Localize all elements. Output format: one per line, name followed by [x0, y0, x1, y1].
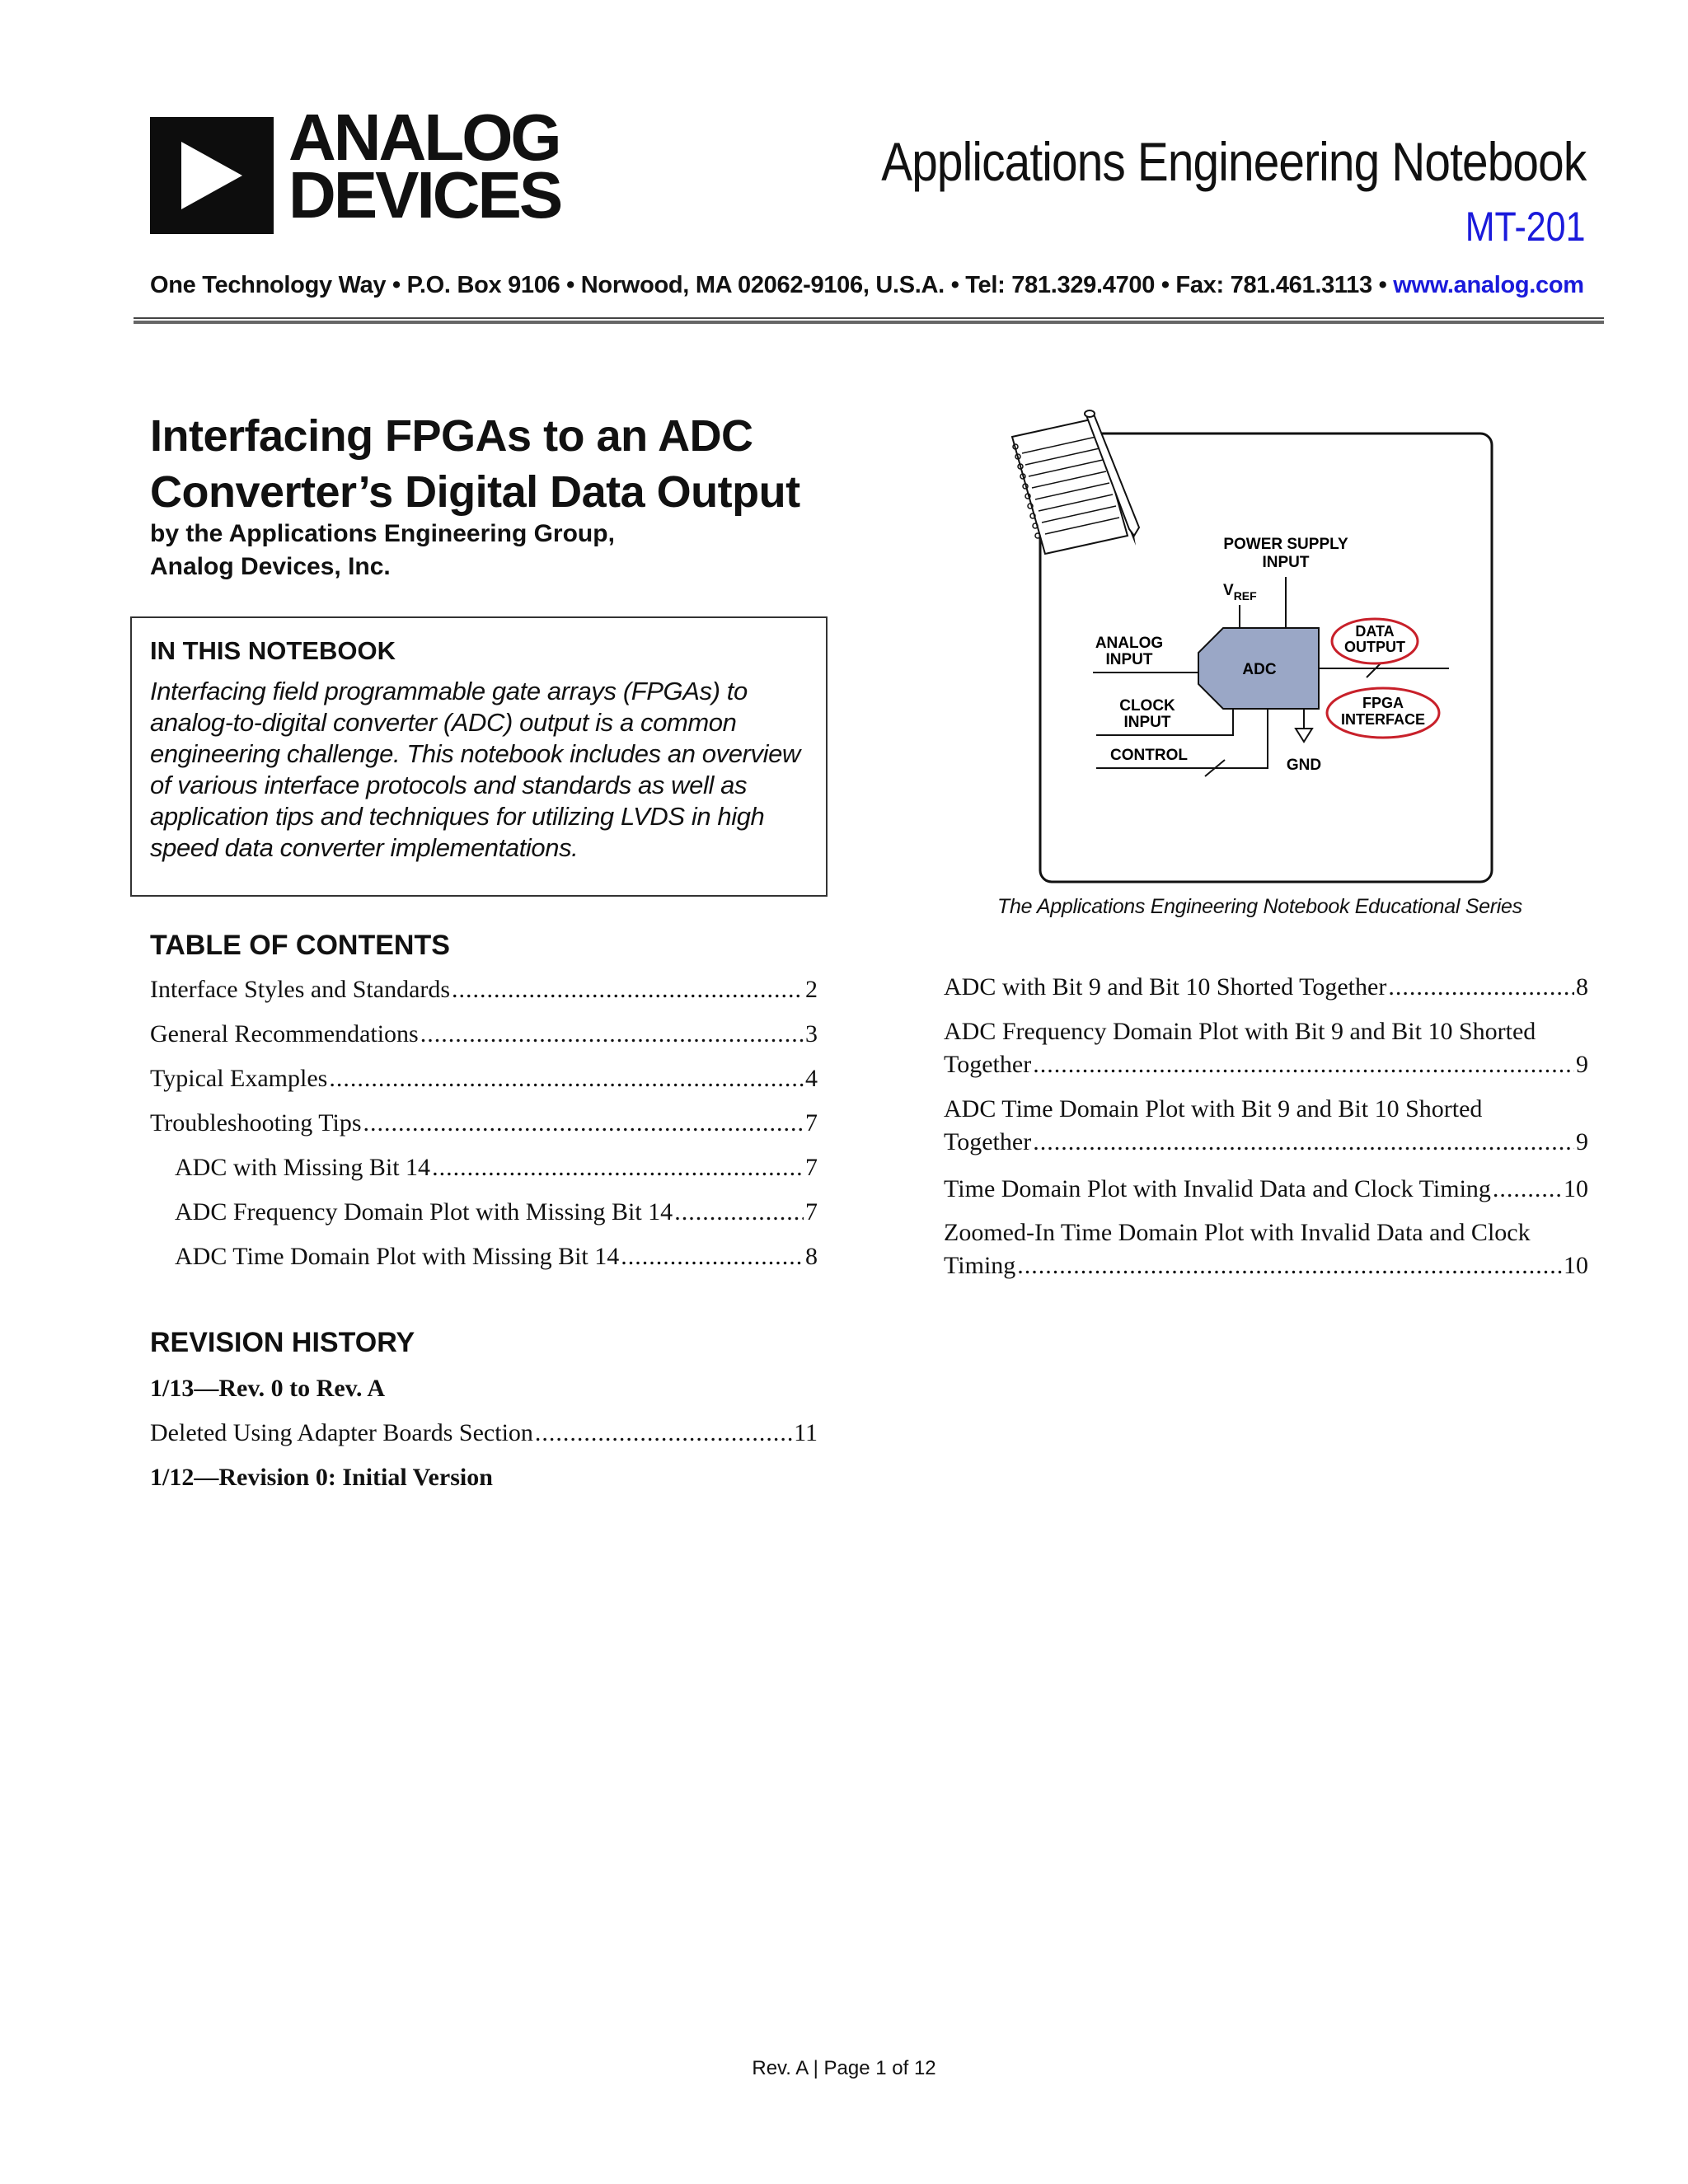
website-link[interactable]: www.analog.com: [1393, 272, 1584, 298]
toc-entry-text: Troubleshooting Tips: [150, 1109, 362, 1137]
clock-input-label: CLOCK: [1119, 697, 1175, 715]
gnd-label: GND: [1286, 757, 1322, 774]
byline: [150, 518, 615, 583]
page-footer: Rev. A | Page 1 of 12: [752, 2057, 936, 2079]
byline-line: Analog Devices, Inc.: [150, 553, 391, 580]
toc-entry-text: Together: [944, 1051, 1032, 1078]
logo-mark: [150, 117, 274, 234]
power-supply-label: POWER SUPPLY: [1223, 536, 1348, 553]
toc-subentry[interactable]: [175, 1243, 818, 1271]
summary-line: speed data converter implementations.: [150, 833, 579, 862]
clock-input-label-2: INPUT: [1123, 714, 1171, 731]
logo-wordmark: [288, 101, 561, 232]
toc-page-number: 10: [1564, 1175, 1588, 1202]
logo-line-devices: DEVICES: [288, 158, 561, 232]
address-text: One Technology Way • P.O. Box 9106 • Norwood, MA 02062-9106, U.S.A. • Tel: 781.329.4700 • Fax: 781.461.3113 •: [150, 272, 1394, 298]
toc-leader: [420, 1020, 804, 1048]
in-this-notebook-heading: IN THIS NOTEBOOK: [150, 636, 396, 665]
toc-entry-text: Timing: [944, 1252, 1016, 1279]
adc-block-diagram: [997, 404, 1508, 890]
toc-leader: [621, 1243, 804, 1271]
toc-entry-continuation: [944, 1249, 1588, 1282]
address-line: [150, 272, 1584, 299]
doc-number: MT-201: [1465, 204, 1586, 250]
toc-page-number: 10: [1564, 1252, 1588, 1279]
article-title-line: Interfacing FPGAs to an ADC: [150, 411, 753, 461]
toc-entry[interactable]: [150, 1109, 818, 1137]
data-output-label: DATA: [1355, 623, 1395, 640]
toc-entry-text: ADC with Missing Bit 14: [175, 1154, 431, 1181]
revision-item[interactable]: [150, 1419, 818, 1447]
power-supply-label-2: INPUT: [1262, 554, 1310, 571]
toc-subentry[interactable]: [944, 973, 1588, 1001]
toc-entry-text: ADC Time Domain Plot with Bit 9 and Bit 10 Shorted: [944, 1095, 1483, 1122]
header-rule: [134, 317, 1604, 319]
toc-leader: [535, 1419, 792, 1447]
adc-label: ADC: [1242, 661, 1277, 678]
analog-input-label-2: INPUT: [1105, 651, 1153, 668]
toc-page-number: 7: [805, 1109, 818, 1137]
toc-subentry[interactable]: [175, 1198, 818, 1226]
toc-subentry[interactable]: [175, 1154, 818, 1182]
toc-entry[interactable]: [150, 1065, 818, 1093]
summary-line: of various interface protocols and standards as well as: [150, 771, 748, 799]
header-rule-thick: [134, 321, 1604, 324]
toc-page-number: 4: [805, 1065, 818, 1092]
toc-subentry[interactable]: [944, 1175, 1588, 1203]
summary-line: Interfacing field programmable gate arrays (FPGAs) to: [150, 677, 748, 705]
toc-page-number: 9: [1576, 1128, 1588, 1155]
toc-entry-text: ADC Frequency Domain Plot with Bit 9 and Bit 10 Shorted: [944, 1018, 1536, 1045]
toc-leader: [432, 1154, 804, 1182]
notepad-icon: [1012, 419, 1128, 554]
toc-entry-text: ADC Time Domain Plot with Missing Bit 14: [175, 1243, 620, 1270]
toc-page-number: 2: [805, 976, 818, 1003]
in-this-notebook-text: [150, 676, 809, 864]
revision-item-text: Deleted Using Adapter Boards Section: [150, 1419, 533, 1446]
toc-entry-continuation: [944, 1048, 1588, 1081]
article-title: [150, 408, 800, 520]
toc-subentry[interactable]: [944, 1015, 1588, 1081]
analog-input-label: ANALOG: [1095, 635, 1164, 652]
toc-leader: [1033, 1048, 1574, 1081]
fpga-interface-label: INTERFACE: [1340, 711, 1426, 728]
revision-history-heading: REVISION HISTORY: [150, 1327, 415, 1358]
toc-leader: [674, 1198, 804, 1226]
toc-entry-text: Together: [944, 1128, 1032, 1155]
toc-entry-text: Time Domain Plot with Invalid Data and Clock Timing: [944, 1175, 1491, 1202]
summary-line: analog-to-digital converter (ADC) output is a common: [150, 708, 737, 737]
toc-entry-text: Zoomed-In Time Domain Plot with Invalid Data and Clock: [944, 1219, 1531, 1246]
logo-line-analog: ANALOG: [288, 101, 560, 174]
toc-leader: [1493, 1175, 1562, 1203]
play-triangle-icon: [150, 117, 274, 234]
control-label: CONTROL: [1110, 747, 1188, 764]
toc-subentry[interactable]: [944, 1093, 1588, 1159]
notebook-title: Applications Engineering Notebook: [880, 131, 1586, 192]
toc-entry-text: Interface Styles and Standards: [150, 976, 451, 1003]
figure-caption: The Applications Engineering Notebook Educational Series: [997, 895, 1522, 918]
toc-page-number: 7: [805, 1198, 818, 1226]
toc-leader: [363, 1109, 804, 1137]
revision-entry-title: 1/13—Rev. 0 to Rev. A: [150, 1375, 385, 1402]
vref-label: $V_{REF}$: [1223, 582, 1257, 602]
article-title-line: Converter’s Digital Data Output: [150, 467, 800, 517]
fpga-label: FPGA: [1362, 695, 1404, 711]
revision-entry-title: 1/12—Revision 0: Initial Version: [150, 1464, 493, 1491]
toc-entry-text: Typical Examples: [150, 1065, 328, 1092]
toc-page-number: 8: [1576, 973, 1588, 1001]
toc-entry[interactable]: [150, 976, 818, 1004]
toc-leader: [329, 1065, 804, 1093]
data-output-label-2: OUTPUT: [1344, 639, 1405, 655]
toc-leader: [1033, 1126, 1574, 1159]
toc-page-number: 11: [794, 1419, 818, 1446]
ground-icon: [1296, 729, 1312, 742]
toc-leader: [1017, 1249, 1562, 1282]
byline-line: by the Applications Engineering Group,: [150, 520, 615, 547]
toc-entry-text: General Recommendations: [150, 1020, 419, 1047]
toc-leader: [1388, 973, 1574, 1001]
toc-subentry[interactable]: [944, 1216, 1588, 1282]
toc-leader: [452, 976, 804, 1004]
summary-line: application tips and techniques for utilizing LVDS in high: [150, 802, 765, 831]
toc-page-number: 8: [805, 1243, 818, 1270]
toc-page-number: 3: [805, 1020, 818, 1047]
summary-line: engineering challenge. This notebook includes an overview: [150, 739, 800, 768]
toc-heading: TABLE OF CONTENTS: [150, 930, 450, 961]
toc-entry-text: ADC Frequency Domain Plot with Missing Bit 14: [175, 1198, 673, 1226]
toc-entry-continuation: [944, 1126, 1588, 1159]
toc-entry[interactable]: [150, 1020, 818, 1048]
toc-entry-text: ADC with Bit 9 and Bit 10 Shorted Together: [944, 973, 1387, 1001]
toc-page-number: 9: [1576, 1051, 1588, 1078]
toc-page-number: 7: [805, 1154, 818, 1181]
